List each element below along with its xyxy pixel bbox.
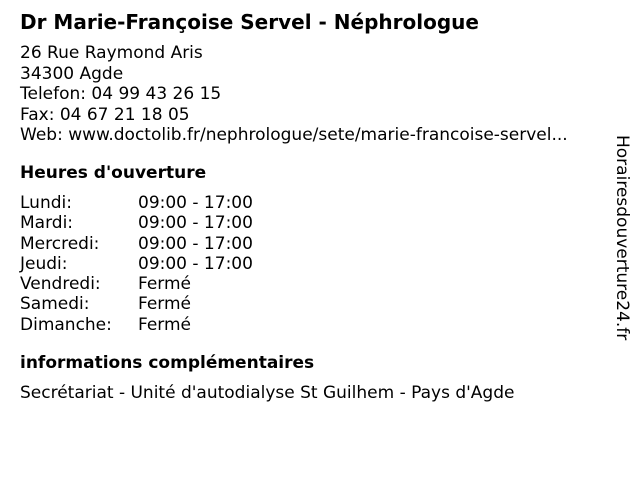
hours-table <box>20 193 253 335</box>
hours-row-wednesday <box>20 234 253 254</box>
hours-row-sunday <box>20 315 253 335</box>
page-title: Dr Marie-Françoise Servel - Néphrologue <box>20 10 479 34</box>
time-value: Fermé <box>138 274 192 295</box>
time-value: Fermé <box>138 294 192 315</box>
fax-number: Fax: 04 67 21 18 05 <box>20 104 190 125</box>
extra-info-text: Secrétariat - Unité d'autodialyse St Guilhem - Pays d'Agde <box>20 383 515 403</box>
hours-row-friday <box>20 274 253 294</box>
site-watermark: Horairesdouverture24.fr <box>612 135 632 341</box>
hours-heading: Heures d'ouverture <box>20 163 207 183</box>
day-label: Jeudi: <box>20 253 68 274</box>
hours-row-thursday <box>20 254 253 274</box>
day-label: Lundi: <box>20 193 72 213</box>
day-label: Samedi: <box>20 294 90 315</box>
address-city: 34300 Agde <box>20 63 124 84</box>
hours-row-monday <box>20 193 253 213</box>
time-value: 09:00 - 17:00 <box>138 253 253 274</box>
day-label: Mardi: <box>20 213 74 234</box>
website-link[interactable]: Web: www.doctolib.fr/nephrologue/sete/marie-francoise-servel... <box>20 125 568 145</box>
contact-info <box>20 43 568 146</box>
time-value: 09:00 - 17:00 <box>138 193 253 213</box>
hours-row-saturday <box>20 294 253 314</box>
time-value: 09:00 - 17:00 <box>138 213 253 234</box>
day-label: Dimanche: <box>20 314 112 335</box>
day-label: Vendredi: <box>20 274 101 295</box>
address-street: 26 Rue Raymond Aris <box>20 43 203 63</box>
day-label: Mercredi: <box>20 233 100 254</box>
phone-number: Telefon: 04 99 43 26 15 <box>20 84 222 104</box>
time-value: 09:00 - 17:00 <box>138 233 253 254</box>
time-value: Fermé <box>138 314 192 335</box>
hours-row-tuesday <box>20 213 253 233</box>
extra-info-heading: informations complémentaires <box>20 353 315 373</box>
